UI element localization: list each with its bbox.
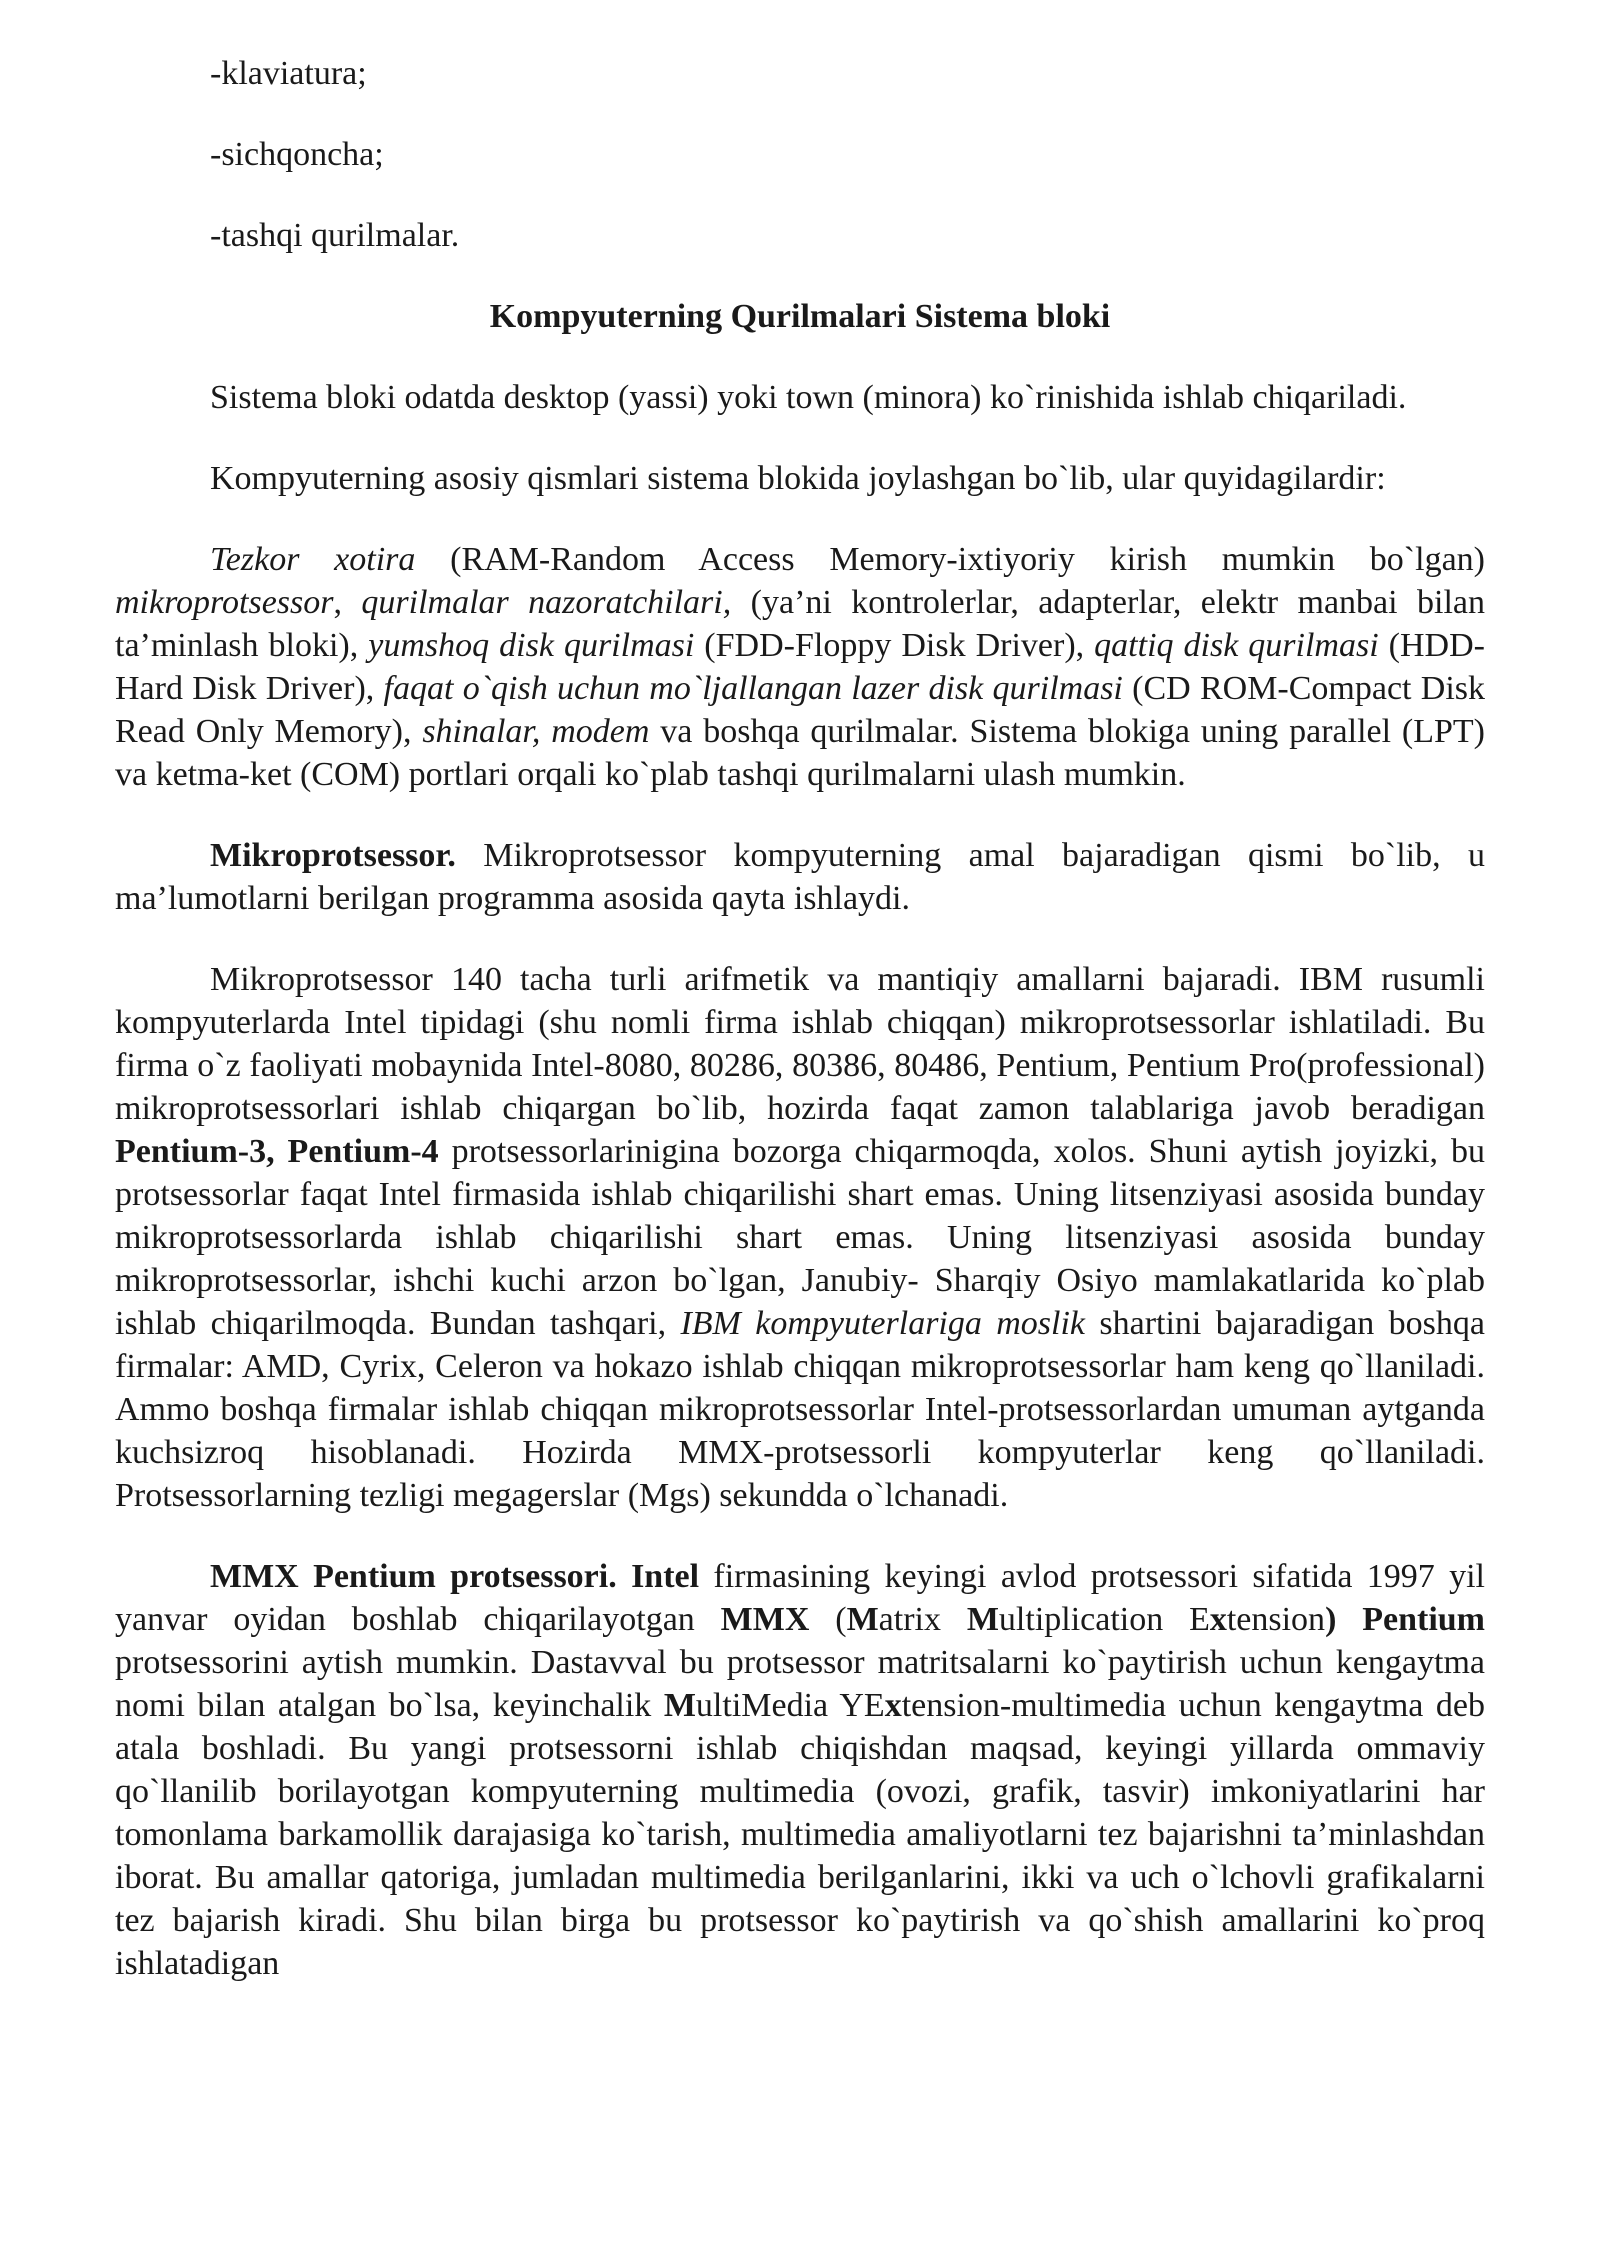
text-run: protsessorlarinigina bozorga chiqarmoqda, xolos. Shuni aytish joyizki, bu protsessorlar faqat Intel firmasida ishlab chiqarilishi shart emas. Uning litsenziyasi asosida bunday mikroprotsessorlarda ishlab chiqarilishi shart emas. Uning litsenziyasi asosida bunday mikroprotsessorlar, ishchi kuchi arzon bo`lgan, Janubiy- Sharqiy Osiyo mamlakatlarida ko`plab ishlab chiqarilmoqda. Bundan tashqari, [115, 1133, 1485, 1342]
bold-text-run: M [966, 1601, 999, 1638]
italic-text-run: yumshoq disk qurilmasi [368, 627, 695, 664]
paragraph-main-parts-intro: Kompyuterning asosiy qismlari sistema blokida joylashgan bo`lib, ular quyidagilardir: [210, 460, 1386, 497]
paragraph-system-unit-forms: Sistema bloki odatda desktop (yassi) yoki town (minora) ko`rinishida ishlab chiqariladi. [210, 379, 1407, 416]
bold-text-run: MMX Pentium protsessori. [210, 1558, 617, 1595]
paragraph-microprocessor-definition [115, 834, 1485, 920]
paragraph-main-parts-list [115, 538, 1485, 796]
text-run: ultiMedia YE [695, 1687, 885, 1724]
text-run: tension-multimedia uchun kengaytma deb atala boshladi. Bu yangi protsessorni ishlab chiqishdan maqsad, keyingi yillarda ommaviy qo`llanilib borilayotgan kompyuterning multimedia (ovozi, grafik, tasvir) imkoniyatlarini har tomonlama barkamollik darajasiga ko`tarish, multimedia amaliyotlarni tez bajarishni ta’minlashdan iborat. Bu amallar qatoriga, jumladan multimedia berilganlarini, ikki va uch o`lchovli grafikalarni tez bajarish kiradi. Shu bilan birga bu protsessor ko`paytirish va qo`shish amallarini ko`proq ishlatadigan [115, 1687, 1485, 1982]
bold-text-run: ) Pentium [1325, 1601, 1485, 1638]
text-run: ultiplication E [998, 1601, 1210, 1638]
bold-text-run: x [1209, 1601, 1227, 1638]
text-run: ( [809, 1601, 847, 1638]
text-run: tension [1226, 1601, 1326, 1638]
text-run: (HDD-Hard Disk Driver), [115, 627, 1485, 707]
text-run: Mikroprotsessor kompyuterning amal bajaradigan qismi bo`lib, u ma’lumotlarni berilgan programma asosida qayta ishlaydi. [115, 837, 1485, 917]
document-page [115, 52, 1485, 2023]
italic-text-run: faqat o`qish uchun mo`ljallangan lazer disk qurilmasi [383, 670, 1123, 707]
list-item-external-devices: -tashqi qurilmalar. [210, 217, 460, 254]
bold-text-run: x [884, 1687, 902, 1724]
text-run: Mikroprotsessor 140 tacha turli arifmetik va mantiqiy amallarni bajaradi. IBM rusumli kompyuterlarda Intel tipidagi (shu nomli firma ishlab chiqqan) mikroprotsessorlar ishlatiladi. Bu firma o`z faoliyati mobaynida Intel-8080, 80286, 80386, 80486, Pentium, Pentium Pro(professional) mikroprotsessorlari ishlab chiqargan bo`lib, hozirda faqat zamon talablariga javob beradigan [115, 961, 1485, 1127]
text-run: (FDD-Floppy Disk Driver), [694, 627, 1095, 664]
text-run: firmasining keyingi avlod protsessori sifatida 1997 yil yanvar oyidan boshlab chiqarilayotgan [115, 1558, 1485, 1638]
italic-text-run: mikroprotsessor [115, 584, 334, 621]
bold-text-run: M [663, 1687, 696, 1724]
italic-text-run: IBM kompyuterlariga moslik [680, 1305, 1086, 1342]
text-run: , [333, 584, 362, 621]
bold-text-run: MMX [720, 1601, 810, 1638]
bold-text-run: M [846, 1601, 879, 1638]
italic-text-run: shinalar, modem [422, 713, 650, 750]
italic-text-run: qurilmalar nazoratchilari, [361, 584, 732, 621]
italic-text-run: qattiq disk qurilmasi [1094, 627, 1379, 664]
list-item-keyboard: -klaviatura; [210, 55, 367, 92]
text-run: shartini bajaradigan boshqa firmalar: AMD, Cyrix, Celeron va hokazo ishlab chiqqan mikroprotsessorlar ham keng qo`llaniladi. Ammo boshqa firmalar ishlab chiqqan mikroprotsessorlar Intel-protsessorlardan umuman aytganda kuchsizroq hisoblanadi. Hozirda MMX-protsessorli kompyuterlar keng qo`llaniladi. Protsessorlarning tezligi megagerslar (Mgs) sekundda o`lchanadi. [115, 1305, 1485, 1514]
text-run [617, 1558, 631, 1595]
paragraph-mmx-pentium [115, 1555, 1485, 1985]
bold-text-run: Mikroprotsessor. [210, 837, 456, 874]
list-item-mouse: -sichqoncha; [210, 136, 384, 173]
text-run: va boshqa qurilmalar. Sistema blokiga uning parallel (LPT) va ketma-ket (COM) portlari orqali ko`plab tashqi qurilmalarni ulash mumkin. [115, 713, 1485, 793]
paragraph-microprocessor-details [115, 958, 1485, 1517]
bold-text-run: Intel [631, 1558, 700, 1595]
text-run: (CD ROM-Compact Disk Read Only Memory), [115, 670, 1485, 750]
section-heading: Kompyuterning Qurilmalari Sistema bloki [489, 298, 1111, 335]
text-run: protsessorini aytish mumkin. Dastavval bu protsessor matritsalarni ko`paytirish uchun kengaytma nomi bilan atalgan bo`lsa, keyinchalik [115, 1644, 1485, 1724]
bold-text-run: Pentium-3, Pentium-4 [115, 1133, 439, 1170]
text-run: (ya’ni kontrolerlar, adapterlar, elektr manbai bilan ta’minlash bloki), [115, 584, 1485, 664]
italic-text-run: Tezkor xotira [210, 541, 416, 578]
text-run: (RAM-Random Access Memory-ixtiyoriy kirish mumkin bo`lgan) [415, 541, 1485, 578]
text-run: atrix [878, 1601, 967, 1638]
